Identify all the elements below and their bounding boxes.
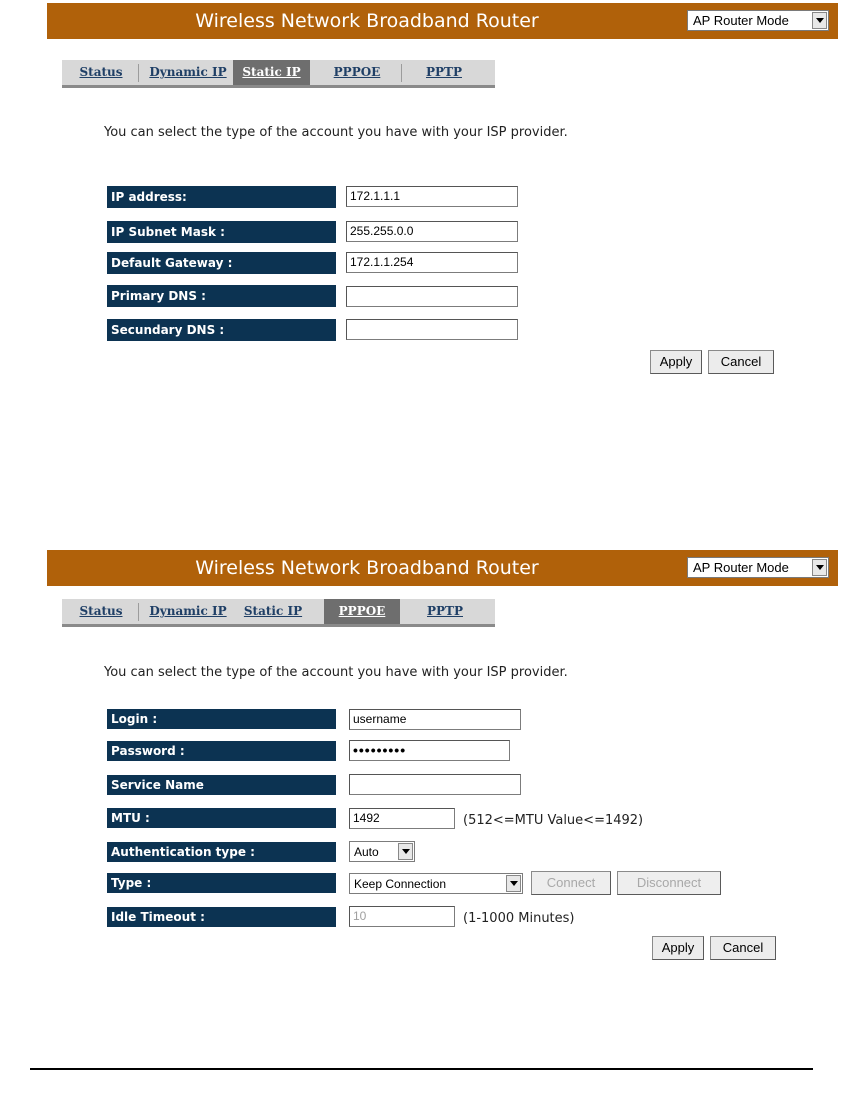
service-name-label: Service Name [107,775,336,795]
tab-pptp[interactable]: PPTP [426,65,462,79]
mode-select[interactable] [687,557,829,578]
tab-dynamic-ip[interactable]: Dynamic IP [149,604,227,618]
subnet-mask-label: IP Subnet Mask : [107,221,336,243]
description-text: You can select the type of the account you have with your ISP provider. [104,665,568,680]
primary-dns-input[interactable] [346,286,518,307]
ip-address-input[interactable]: 172.1.1.1 [346,186,518,207]
apply-button[interactable]: Apply [652,936,704,960]
header-bar [47,3,838,39]
mtu-input[interactable]: 1492 [349,808,455,829]
description-text: You can select the type of the account you have with your ISP provider. [104,125,568,140]
chevron-down-icon[interactable] [506,875,521,892]
auth-type-label: Authentication type : [107,842,336,862]
secondary-dns-label: Secundary DNS : [107,319,336,341]
auth-type-select[interactable] [349,841,415,862]
default-gateway-label: Default Gateway : [107,252,336,274]
app-title: Wireless Network Broadband Router [195,557,539,579]
tab-status[interactable]: Status [79,604,123,618]
cancel-button[interactable]: Cancel [710,936,776,960]
idle-timeout-input[interactable]: 10 [349,906,455,927]
default-gateway-input[interactable]: 172.1.1.254 [346,252,518,273]
tab-dynamic-ip[interactable]: Dynamic IP [149,65,227,79]
idle-timeout-hint: (1-1000 Minutes) [463,911,575,926]
header-bar [47,550,838,586]
apply-button[interactable]: Apply [650,350,702,374]
idle-timeout-label: Idle Timeout : [107,907,336,927]
tab-pppoe[interactable]: PPPOE [333,65,381,79]
connect-button[interactable]: Connect [531,871,611,895]
tab-pppoe[interactable]: PPPOE [324,599,400,624]
ip-address-label: IP address: [107,186,336,208]
disconnect-button[interactable]: Disconnect [617,871,721,895]
password-label: Password : [107,741,336,761]
tab-divider [138,603,139,621]
secondary-dns-input[interactable] [346,319,518,340]
cancel-button[interactable]: Cancel [708,350,774,374]
mode-select[interactable] [687,10,829,31]
app-title: Wireless Network Broadband Router [195,10,539,32]
tab-divider [401,64,402,82]
chevron-down-icon[interactable] [398,843,413,860]
tab-divider [138,64,139,82]
type-label: Type : [107,873,336,893]
page-divider [30,1068,813,1070]
tab-static-ip[interactable]: Static IP [233,60,310,85]
service-name-input[interactable] [349,774,521,795]
mode-select-value: AP Router Mode [693,560,789,575]
connection-type-select[interactable] [349,873,523,894]
tab-bar [62,599,495,627]
chevron-down-icon[interactable] [812,12,827,29]
mode-select-value: AP Router Mode [693,13,789,28]
auth-type-value: Auto [354,845,379,859]
connection-type-value: Keep Connection [354,877,447,891]
primary-dns-label: Primary DNS : [107,285,336,307]
password-input[interactable]: ••••••••• [349,740,510,761]
mtu-label: MTU : [107,808,336,828]
chevron-down-icon[interactable] [812,559,827,576]
login-input[interactable]: username [349,709,521,730]
tab-pptp[interactable]: PPTP [427,604,463,618]
subnet-mask-input[interactable]: 255.255.0.0 [346,221,518,242]
tab-static-ip[interactable]: Static IP [243,604,303,618]
mtu-hint: (512<=MTU Value<=1492) [463,813,644,828]
tab-bar [62,60,495,88]
login-label: Login : [107,709,336,729]
tab-status[interactable]: Status [79,65,123,79]
